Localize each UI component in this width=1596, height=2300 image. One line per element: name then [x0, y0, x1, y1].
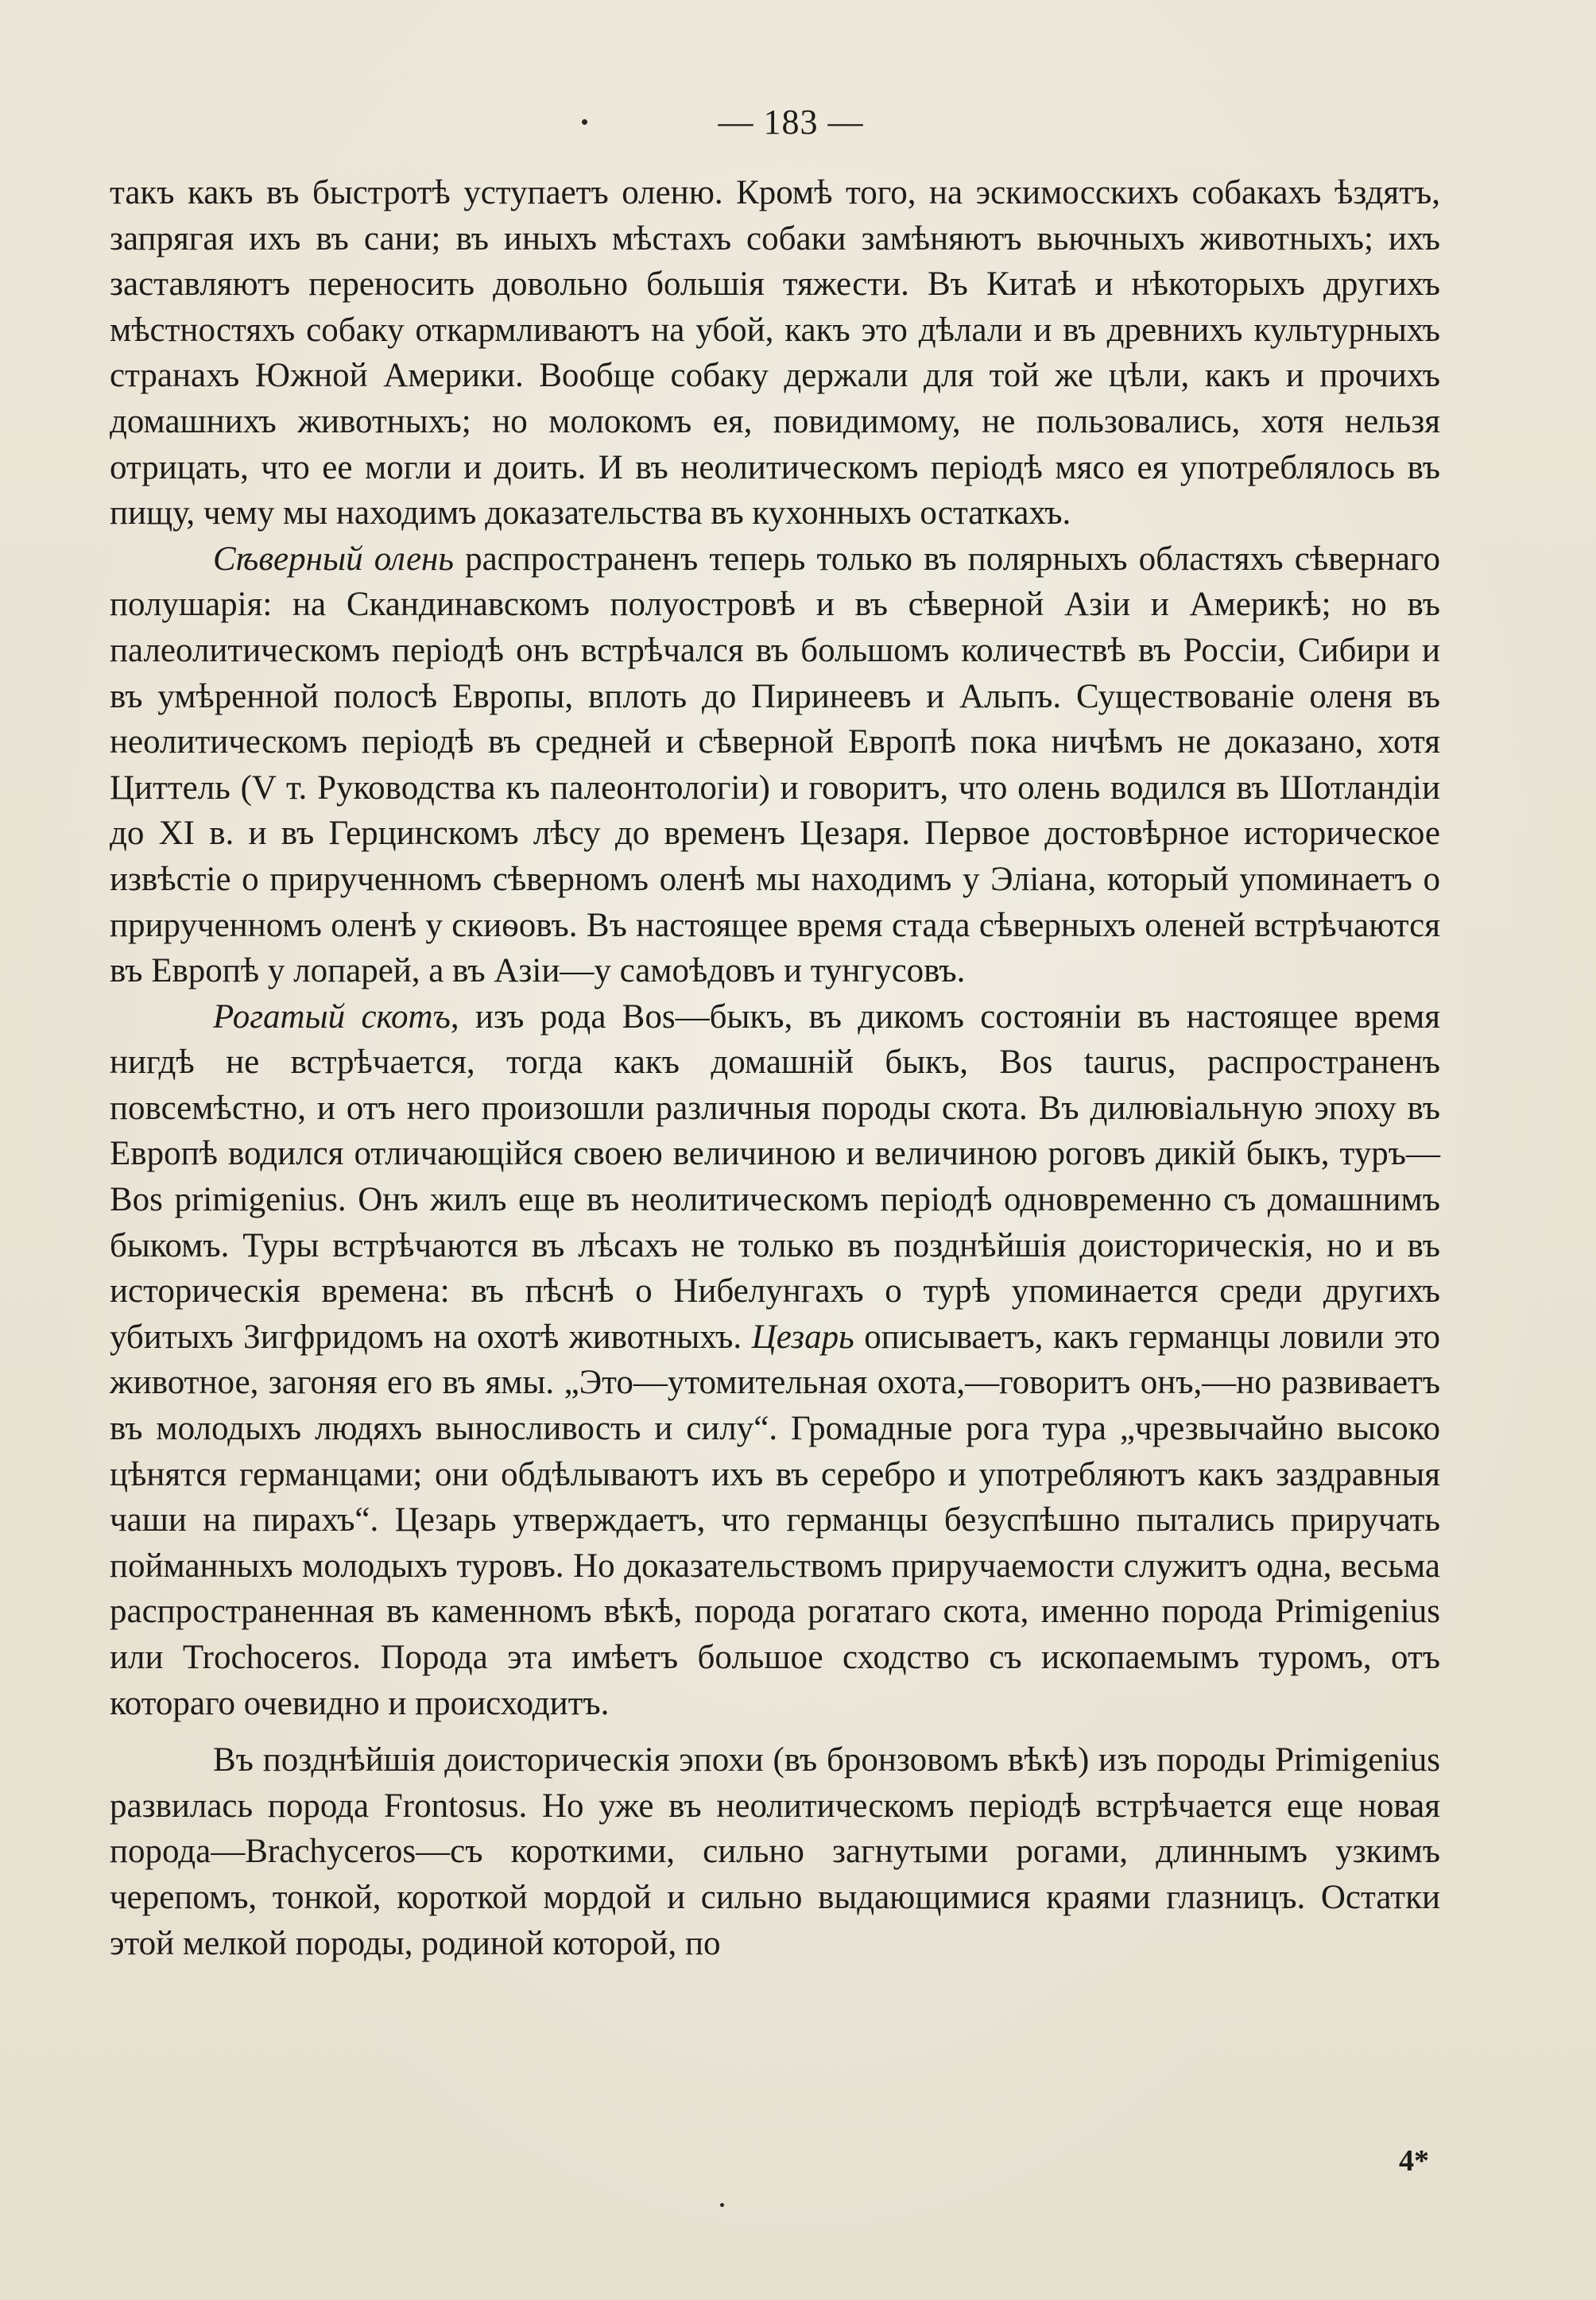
term-caesar: Цезарь — [751, 1318, 854, 1356]
paragraph-cattle — [110, 994, 1440, 1727]
paragraph-cattle-breeds — [110, 1737, 1440, 1966]
ink-speck — [720, 2203, 724, 2207]
term-reindeer: Сѣверный олень — [213, 540, 454, 578]
paragraph-text: , изъ рода Bos—быкъ, въ дикомъ состояніи въ настоящее время нигдѣ не встрѣчается, тогда какъ домашній быкъ, Bos taurus, распространенъ повсемѣстно, и отъ него произошли различныя породы скота. Въ дилювіальную эпоху въ Европѣ водился отличающійся своею величиною и величиною роговъ дикій быкъ, туръ—Bos primigenius. Онъ жилъ еще въ неолитическомъ періодѣ одновременно съ домашнимъ быкомъ. Туры встрѣчаются въ лѣсахъ не только въ позднѣйшія доисторическія, но и въ историческія времена: въ пѣснѣ о Нибелунгахъ о турѣ упоминается среди другихъ убитыхъ Зигфридомъ на охотѣ животныхъ. — [110, 997, 1440, 1356]
paragraph-text: описываетъ, какъ германцы ловили это животное, загоняя его въ ямы. „Это—утомительная охота,—говоритъ онъ,—но развиваетъ въ молодыхъ людяхъ выносливость и силу“. Громадные рога тура „чрезвычайно высоко цѣнятся германцами; они обдѣлываютъ ихъ въ серебро и употребляютъ какъ заздравныя чаши на пирахъ“. Цезарь утверждаетъ, что германцы безуспѣшно пытались приручать пойманныхъ молодыхъ туровъ. Но доказательствомъ приручаемости служитъ одна, весьма распространенная въ каменномъ вѣкѣ, порода рогатаго скота, именно порода Primigenius или Trochoceros. Порода эта имѣетъ большое сходство съ ископаемымъ туромъ, отъ котораго очевидно и происходитъ. — [110, 1318, 1440, 1722]
paragraph-dogs-usage — [110, 170, 1440, 536]
paragraph-text: распространенъ теперь только въ полярныхъ областяхъ сѣвернаго полушарія: на Скандинавскомъ полуостровѣ и въ сѣверной Азіи и Америкѣ; но въ палеолитическомъ періодѣ онъ встрѣчался въ большомъ количествѣ въ Россіи, Сибири и въ умѣренной полосѣ Европы, вплоть до Пиринеевъ и Альпъ. Существованіе оленя въ неолитическомъ періодѣ въ средней и сѣверной Европѣ пока ничѣмъ не доказано, хотя Циттель (V т. Руководства къ палеонтологіи) и говоритъ, что олень водился въ Шотландіи до XI в. и въ Герцинскомъ лѣсу до временъ Цезаря. Первое достовѣрное историческое извѣстіе о прирученномъ сѣверномъ оленѣ мы находимъ у Эліана, который упоминаетъ о прирученномъ оленѣ у скиѳовъ. Въ настоящее время стада сѣверныхъ оленей встрѣчаются въ Европѣ у лопарей, а въ Азіи—у самоѣдовъ и тунгусовъ. — [110, 540, 1440, 990]
paragraph-text: Въ позднѣйшія доисторическія эпохи (въ бронзовомъ вѣкѣ) изъ породы Primigenius развилась порода Frontosus. Но уже въ неолитическомъ періодѣ встрѣчается еще новая порода—Brachyceros—съ короткими, сильно загнутыми рогами, длиннымъ узкимъ черепомъ, тонкой, короткой мордой и сильно выдающимися краями глазницъ. Остатки этой мелкой породы, родиной которой, по — [110, 1741, 1440, 1962]
ink-speck — [582, 119, 587, 125]
signature-mark: 4* — [1399, 2144, 1429, 2178]
paragraph-reindeer — [110, 536, 1440, 994]
page-number: — 183 — — [718, 103, 864, 141]
term-cattle: Рогатый скотъ — [213, 997, 451, 1036]
paragraph-text: такъ какъ въ быстротѣ уступаетъ оленю. Кромѣ того, на эскимосскихъ собакахъ ѣздятъ, запрягая ихъ въ сани; въ иныхъ мѣстахъ собаки замѣняютъ вьючныхъ животныхъ; ихъ заставляютъ переносить довольно большія тяжести. Въ Китаѣ и нѣкоторыхъ другихъ мѣстностяхъ собаку откармливаютъ на убой, какъ это дѣлали и въ древнихъ культурныхъ странахъ Южной Америки. Вообще собаку держали для той же цѣли, какъ и прочихъ домашнихъ животныхъ; но молокомъ ея, повидимому, не пользовались, хотя нельзя отрицать, что ее могли и доить. И въ неолитическомъ періодѣ мясо ея употреблялось въ пищу, чему мы находимъ доказательства въ кухонныхъ остаткахъ. — [110, 174, 1440, 532]
